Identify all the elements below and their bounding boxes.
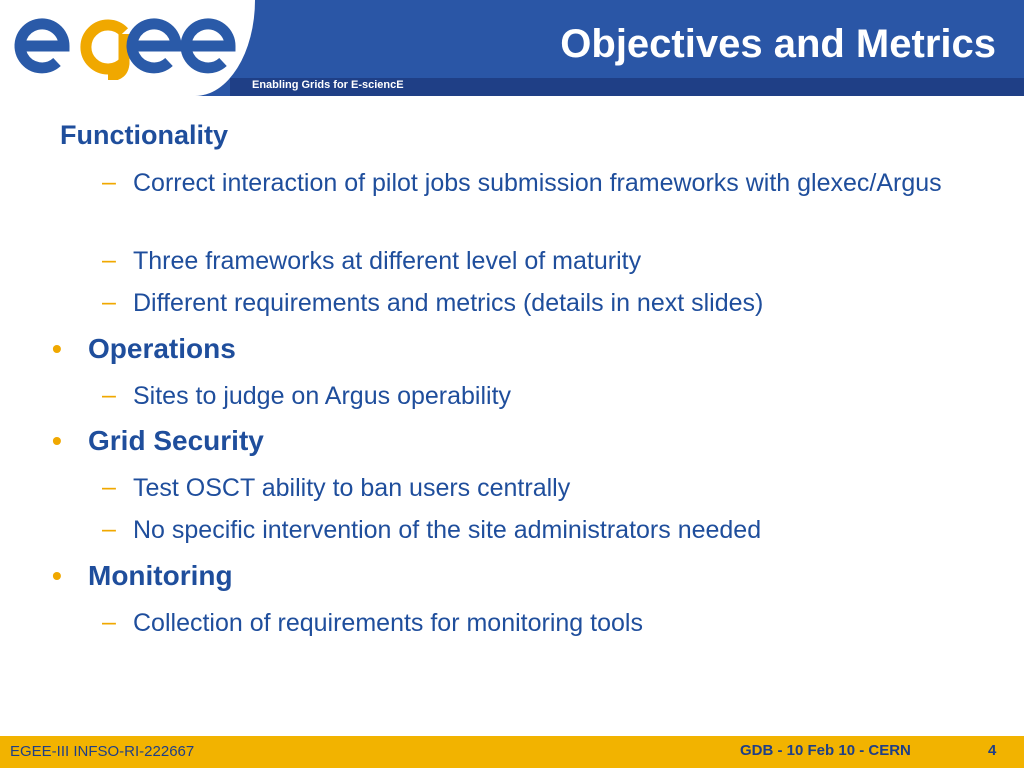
page-number: 4 [988, 742, 997, 759]
bullet-marker: • [52, 425, 62, 456]
project-id: EGEE-III INFSO-RI-222667 [10, 743, 195, 760]
dash-marker: – [102, 515, 116, 543]
bullet-marker: • [52, 560, 62, 591]
slide-title: Objectives and Metrics [560, 22, 996, 66]
dash-marker: – [102, 288, 116, 316]
sub-item: Different requirements and metrics (details in next slides) [133, 289, 764, 317]
section-heading-grid-security: Grid Security [88, 425, 264, 456]
sub-item: Sites to judge on Argus operability [133, 382, 512, 410]
slide-header [0, 0, 1024, 96]
event-info: GDB - 10 Feb 10 - CERN [740, 742, 911, 759]
sub-item: Three frameworks at different level of maturity [133, 247, 642, 275]
tagline: Enabling Grids for E-sciencE [252, 79, 404, 91]
section-heading-monitoring: Monitoring [88, 560, 233, 591]
section-heading-functionality: Functionality [60, 120, 228, 150]
dash-marker: – [102, 608, 116, 636]
sub-item: No specific intervention of the site administrators needed [133, 516, 762, 544]
dash-marker: – [102, 381, 116, 409]
dash-marker: – [102, 168, 116, 196]
egee-logo [12, 12, 237, 80]
bullet-marker: • [52, 333, 62, 364]
sub-item: Collection of requirements for monitoring tools [133, 609, 643, 637]
sub-item: Test OSCT ability to ban users centrally [133, 474, 571, 502]
sub-item: Correct interaction of pilot jobs submission frameworks with glexec/Argus [133, 169, 942, 197]
section-heading-operations: Operations [88, 333, 236, 364]
dash-marker: – [102, 246, 116, 274]
slide-footer [0, 736, 1024, 768]
dash-marker: – [102, 473, 116, 501]
